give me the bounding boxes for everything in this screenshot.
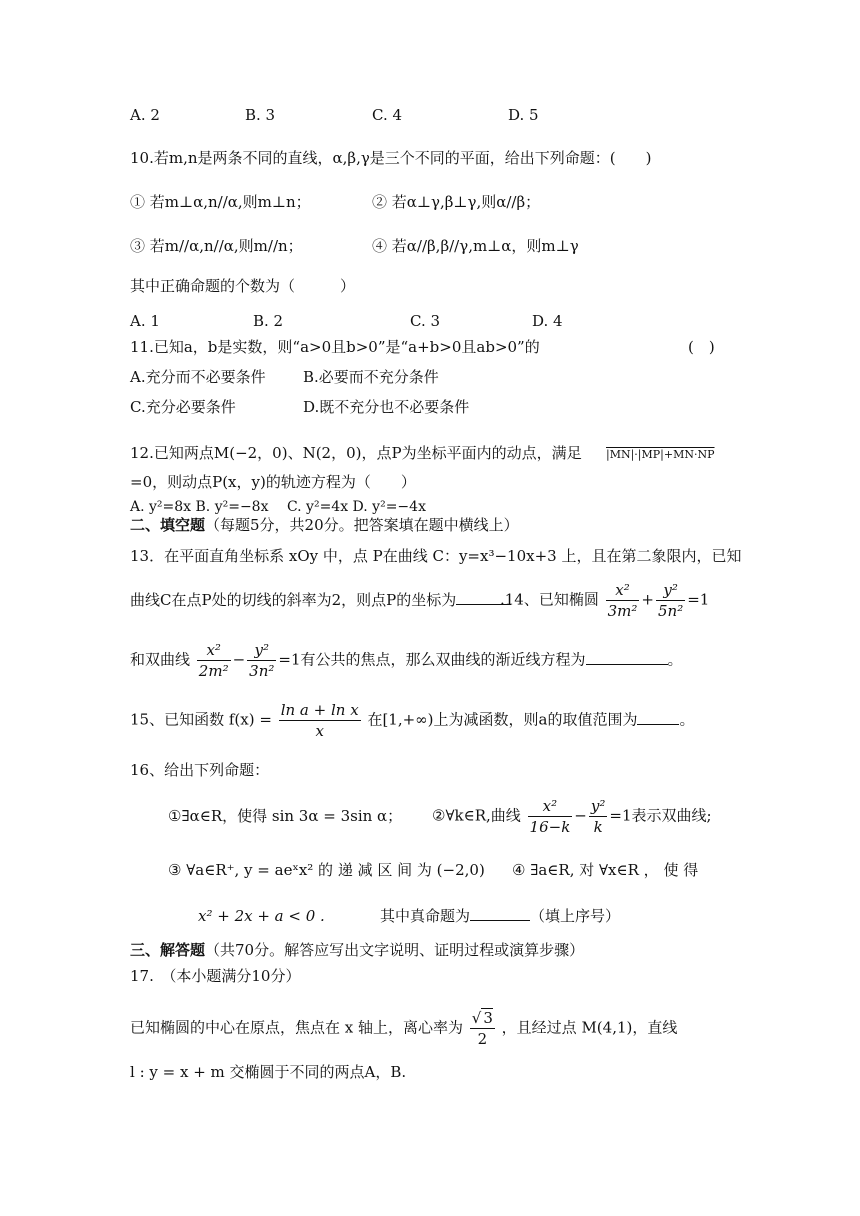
q10-option-a: A. 1 — [130, 312, 160, 330]
q9-option-d: D. 5 — [508, 106, 539, 124]
q14-hyperbola-lead: 和双曲线 — [130, 650, 191, 669]
q14-hyperbola-rest: =1有公共的焦点，那么双曲线的渐近线方程为 — [278, 650, 586, 669]
q14-hyperbola-fraction-2: $\frac{\text{y²}}{\text{3n²}}$ — [249, 641, 275, 680]
q14-ellipse-rhs: =1 — [687, 590, 710, 609]
q14-ellipse-fraction-1: $\frac{\text{x²}}{\text{3m²}}$ — [607, 581, 638, 620]
q10-option-c: C. 3 — [410, 312, 441, 330]
section-3-note: （共70分。解答应写出文字说明、证明过程或演算步骤） — [205, 941, 585, 959]
q14-answer-blank — [586, 650, 668, 665]
section-2-title: 二、填空题 — [130, 516, 206, 534]
q16-p2-fraction-2: $\frac{\text{y²}}{k}$ — [590, 797, 606, 836]
q15-lead: 15、已知函数 f(x) = — [130, 710, 272, 729]
q14-lead: .14、已知椭圆 — [500, 590, 599, 609]
q11-option-b: B.必要而不充分条件 — [303, 368, 439, 386]
q9-option-b: B. 3 — [245, 106, 276, 124]
q10-proposition-4: ④ 若α//β,β//γ,m⊥α，则m⊥γ — [372, 237, 579, 255]
q9-option-c: C. 4 — [372, 106, 403, 124]
q16-p2-fraction-1: $\frac{\text{x²}}{16-k}$ — [529, 797, 571, 836]
section-3-heading — [130, 940, 584, 960]
q10-option-b: B. 2 — [253, 312, 284, 330]
q10-option-d: D. 4 — [532, 312, 563, 330]
q15-fraction: $\frac{\text{ln a + ln x}}{x}$ — [280, 701, 359, 740]
q17-line-2: l : y = x + m 交椭圆于不同的两点A，B. — [130, 1063, 407, 1081]
q13-line-1: 13．在平面直角坐标系 xOy 中，点 P在曲线 C：y=x³−10x+3 上，且在第二象限内，已知 — [130, 547, 742, 565]
question-15: 15、已知函数 f(x) = $\frac{\text{ln a + ln x}}{x}$ 在[1,+∞)上为减函数，则a的取值范围为 。 — [130, 701, 695, 740]
q10-count-line: 其中正确命题的个数为（ ） — [130, 277, 356, 295]
q13-line-2 — [130, 590, 511, 610]
section-3-title: 三、解答题 — [130, 941, 206, 959]
q17-eccentricity: $\frac{√ 3}{2}$ — [471, 1009, 493, 1048]
q11-stem: 11.已知a，b是实数，则“a>0且b>0”是“a+b>0且ab>0”的 — [130, 338, 540, 356]
q10-proposition-2: ② 若α⊥γ,β⊥γ,则α//β； — [372, 193, 541, 211]
q11-option-d: D.既不充分也不必要条件 — [303, 398, 470, 416]
q14-ellipse-fraction-2: $\frac{\text{y²}}{\text{5n²}}$ — [658, 581, 684, 620]
q16-proposition-4-cont: x² + 2x + a < 0 . — [198, 907, 325, 925]
q14-hyperbola-fraction-1: $\frac{\text{x²}}{\text{2m²}}$ — [198, 641, 229, 680]
q12-options: A. y²=8x B. y²=−8x C. y²=4x D. y²=−4x — [130, 499, 426, 515]
q10-stem: 10.若m,n是两条不同的直线，α,β,γ是三个不同的平面，给出下列命题：( ) — [130, 149, 652, 167]
q11-option-c: C.充分必要条件 — [130, 398, 236, 416]
q14-ellipse: .14、已知椭圆 $\frac{\text{x²}}{\text{3m²}}$ + $\frac{\text{y²}}{\text{5n²}}$ =1 — [500, 581, 710, 620]
q17-line-1: 已知椭圆的中心在原点，焦点在 x 轴上，离心率为 $\frac{√ 3}{2}$ ，且经过点 M(4,1)，直线 — [130, 1009, 678, 1048]
q16-stem: 16、给出下列命题： — [130, 761, 270, 779]
q10-proposition-3: ③ 若m//α,n//α,则m//n； — [130, 237, 303, 255]
q15-answer-blank — [637, 710, 679, 725]
q16-true-line: 其中真命题为 （填上序号） — [380, 907, 621, 925]
q16-proposition-1: ①∃α∈R，使得 sin 3α = 3sin α； — [168, 807, 403, 825]
q17-header: 17. （本小题满分10分） — [130, 967, 301, 985]
q12-stem-a: 12.已知两点M(−2，0)、N(2，0)，点P为坐标平面内的动点，满足 — [130, 444, 582, 462]
q12-vector-expression: |MN|·|MP|+MN·NP — [606, 448, 715, 461]
q12-stem-b: =0，则动点P(x，y)的轨迹方程为（ ） — [130, 473, 416, 491]
q9-option-a: A. 2 — [130, 106, 160, 124]
q11-paren: ( ) — [688, 338, 715, 356]
q16-answer-blank — [470, 906, 530, 921]
q10-proposition-1: ① 若m⊥α,n//α,则m⊥n； — [130, 193, 311, 211]
section-2-note: （每题5分，共20分。把答案填在题中横线上） — [205, 516, 519, 534]
q14-hyperbola: 和双曲线 $\frac{\text{x²}}{\text{2m²}}$ − $\frac{\text{y²}}{\text{3n²}}$ =1有公共的焦点，那么双曲线的渐近线方程为 。 — [130, 641, 683, 680]
q11-option-a: A.充分而不必要条件 — [130, 368, 266, 386]
q16-proposition-4: ④ ∃a∈R, 对 ∀x∈R ， 使 得 — [512, 861, 699, 879]
q16-proposition-3: ③ ∀a∈R⁺, y = aeˣx² 的 递 减 区 间 为 (−2,0) — [168, 861, 485, 879]
section-2-heading — [130, 515, 519, 535]
q15-rest: 在[1,+∞)上为减函数，则a的取值范围为 — [367, 710, 638, 729]
q13-line-2-text: 曲线C在点P处的切线的斜率为2，则点P的坐标为 — [130, 591, 457, 609]
q16-proposition-2: ②∀k∈R,曲线 $\frac{\text{x²}}{16-k}$ − $\frac{\text{y²}}{k}$ =1表示双曲线; — [432, 797, 712, 836]
